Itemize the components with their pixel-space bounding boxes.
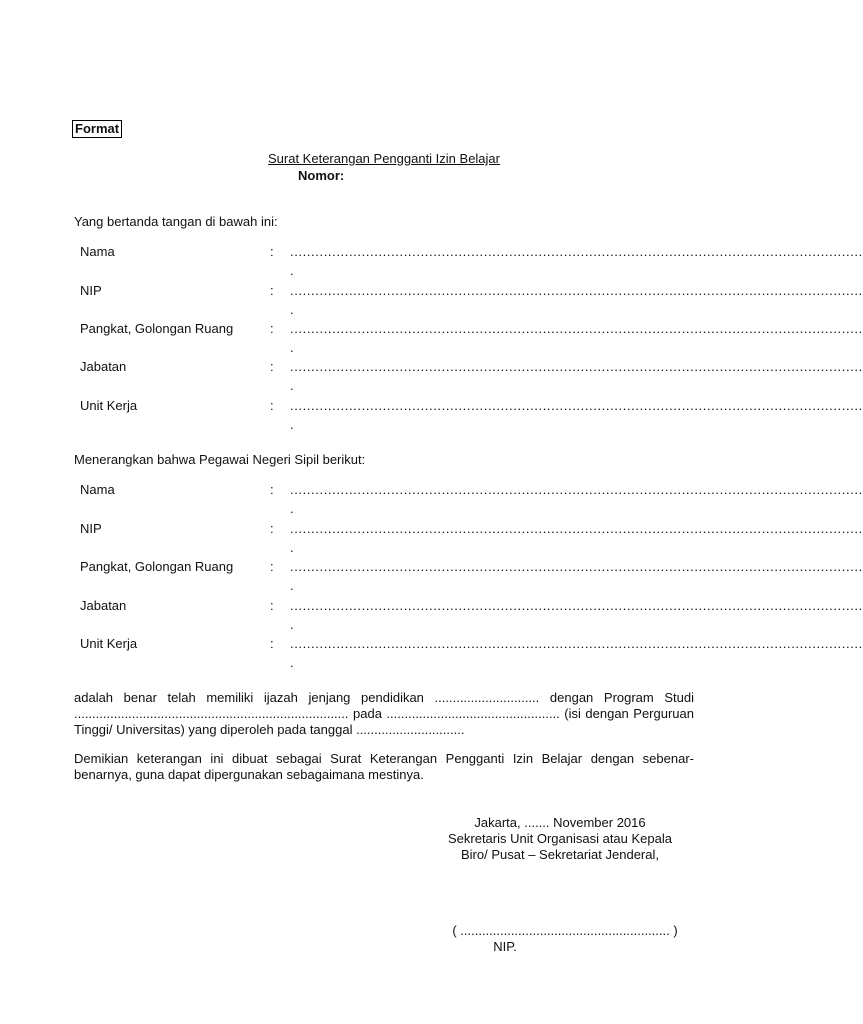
field-label: Pangkat, Golongan Ruang	[80, 559, 234, 574]
field-label: Nama	[80, 244, 115, 259]
field-colon: :	[270, 244, 274, 259]
paragraph-ijazah: adalah benar telah memiliki ijazah jenjang pendidikan ............................. dengan Program Studi ............................................................................ pada ................................................ (isi dengan Perguruan Tinggi/ Universitas) yang diperoleh pada tanggal ..............................	[74, 690, 694, 737]
section1-field-pangkat	[80, 321, 863, 355]
signature-place-date: Jakarta, ....... November 2016	[474, 815, 646, 830]
document-title-text: Surat Keterangan Pengganti Izin Belajar	[268, 151, 500, 166]
field-label: Jabatan	[80, 598, 127, 613]
section1-field-nip	[80, 283, 863, 317]
signature-nip-line: NIP.	[493, 939, 517, 954]
field-colon: :	[270, 636, 274, 651]
field-dot: .	[290, 302, 294, 317]
section2-field-unit-kerja	[80, 636, 863, 670]
paragraph-closing: Demikian keterangan ini dibuat sebagai Surat Keterangan Pengganti Izin Belajar dengan sebenar-benarnya, guna dapat dipergunakan sebagaimana mestinya.	[74, 751, 694, 782]
section2-field-pangkat	[80, 559, 863, 593]
field-dot: .	[290, 501, 294, 516]
section2-field-jabatan	[80, 598, 863, 632]
field-label: Nama	[80, 482, 115, 497]
signature-position-line2: Biro/ Pusat – Sekretariat Jenderal,	[461, 847, 659, 862]
field-dots: ........................................................................................................................................	[290, 482, 863, 497]
field-label: Unit Kerja	[80, 636, 138, 651]
signature-name-line: ( .......................................................... )	[452, 923, 678, 938]
field-label: Pangkat, Golongan Ruang	[80, 321, 234, 336]
field-colon: :	[270, 482, 274, 497]
field-dots: ........................................................................................................................................	[290, 359, 863, 374]
section1-intro: Yang bertanda tangan di bawah ini:	[74, 214, 278, 229]
field-dots: ........................................................................................................................................	[290, 283, 863, 298]
nomor-label: Nomor:	[298, 168, 345, 183]
section2-field-nip	[80, 521, 863, 555]
field-label: Jabatan	[80, 359, 127, 374]
signature-block	[420, 815, 700, 863]
field-dot: .	[290, 655, 294, 670]
field-dot: .	[290, 340, 294, 355]
field-label: NIP	[80, 283, 102, 298]
field-colon: :	[270, 521, 274, 536]
section1-field-nama	[80, 244, 863, 278]
field-dot: .	[290, 578, 294, 593]
section1-field-jabatan	[80, 359, 863, 393]
field-colon: :	[270, 321, 274, 336]
field-dot: .	[290, 263, 294, 278]
field-dots: ........................................................................................................................................	[290, 321, 863, 336]
document-title	[0, 151, 768, 166]
field-dot: .	[290, 540, 294, 555]
field-dots: ........................................................................................................................................	[290, 398, 863, 413]
field-label: Unit Kerja	[80, 398, 138, 413]
field-colon: :	[270, 359, 274, 374]
field-dot: .	[290, 617, 294, 632]
field-dots: ........................................................................................................................................	[290, 559, 863, 574]
field-colon: :	[270, 398, 274, 413]
field-dots: ........................................................................................................................................	[290, 244, 863, 259]
field-dots: ........................................................................................................................................	[290, 521, 863, 536]
format-label: Format	[72, 120, 122, 138]
field-dots: ........................................................................................................................................	[290, 636, 863, 651]
field-label: NIP	[80, 521, 102, 536]
field-colon: :	[270, 559, 274, 574]
field-colon: :	[270, 598, 274, 613]
section2-intro: Menerangkan bahwa Pegawai Negeri Sipil berikut:	[74, 452, 366, 467]
field-dot: .	[290, 378, 294, 393]
field-colon: :	[270, 283, 274, 298]
field-dot: .	[290, 417, 294, 432]
signature-position-line1: Sekretaris Unit Organisasi atau Kepala	[447, 831, 672, 846]
section1-field-unit-kerja	[80, 398, 863, 432]
field-dots: ........................................................................................................................................	[290, 598, 863, 613]
section2-field-nama	[80, 482, 863, 516]
